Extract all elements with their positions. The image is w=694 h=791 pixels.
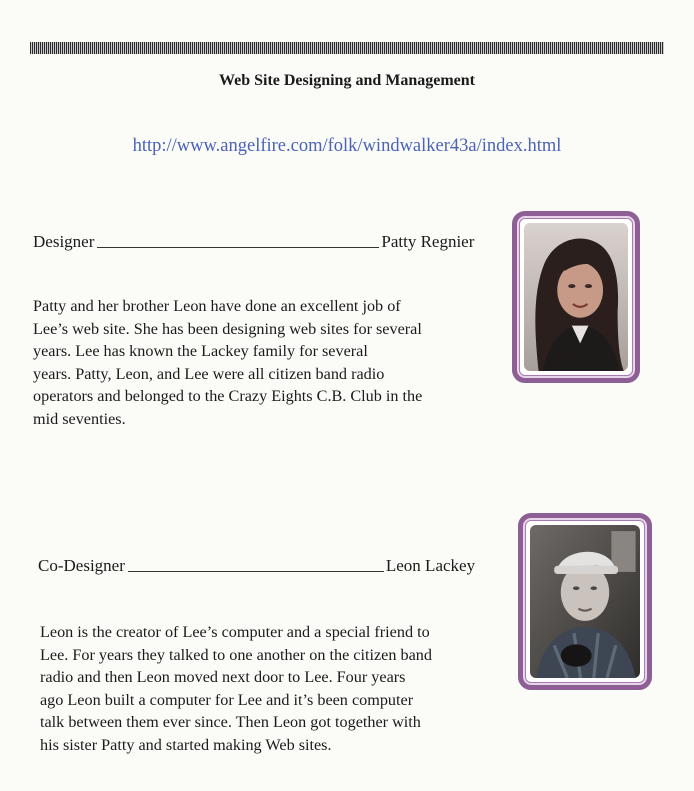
designer-name: Patty Regnier: [381, 232, 475, 251]
co-designer-role-label: Co-Designer: [38, 556, 125, 575]
man-with-cap-portrait-photo: [530, 525, 640, 678]
designer-photo-frame: [512, 211, 640, 383]
designer-role-label: Designer: [33, 232, 95, 251]
woman-portrait-icon: [524, 223, 628, 371]
designer-underline: [97, 246, 379, 248]
site-url-link[interactable]: http://www.angelfire.com/folk/windwalker43a/index.html: [132, 136, 562, 156]
co-designer-photo-frame: [518, 513, 652, 690]
co-designer-name: Leon Lackey: [385, 556, 476, 575]
co-designer-bio: Leon is the creator of Lee’s computer and a special friend to Lee. For years they talked to one another on the citizen band radio and then Leon moved next door to Lee. Four years ago Leon built a computer for Lee and it’s been computer talk between them ever since. Then Leon got together with his sister Patty and started making Web sites.: [40, 623, 432, 754]
page-title: Web Site Designing and Management: [218, 72, 475, 89]
co-designer-signature-line: [38, 556, 475, 576]
header-rule: [30, 42, 664, 54]
co-designer-underline: [128, 570, 384, 572]
designer-signature-line: [33, 232, 474, 252]
designer-bio: Patty and her brother Leon have done an excellent job of Lee’s web site. She has been designing web sites for several years. Lee has known the Lackey family for several years. Patty, Leon, and Lee were all citizen band radio operators and belonged to the Crazy Eights C.B. Club in the mid seventies.: [33, 297, 423, 428]
woman-portrait-photo: [524, 223, 628, 371]
man-portrait-icon: [530, 525, 640, 678]
